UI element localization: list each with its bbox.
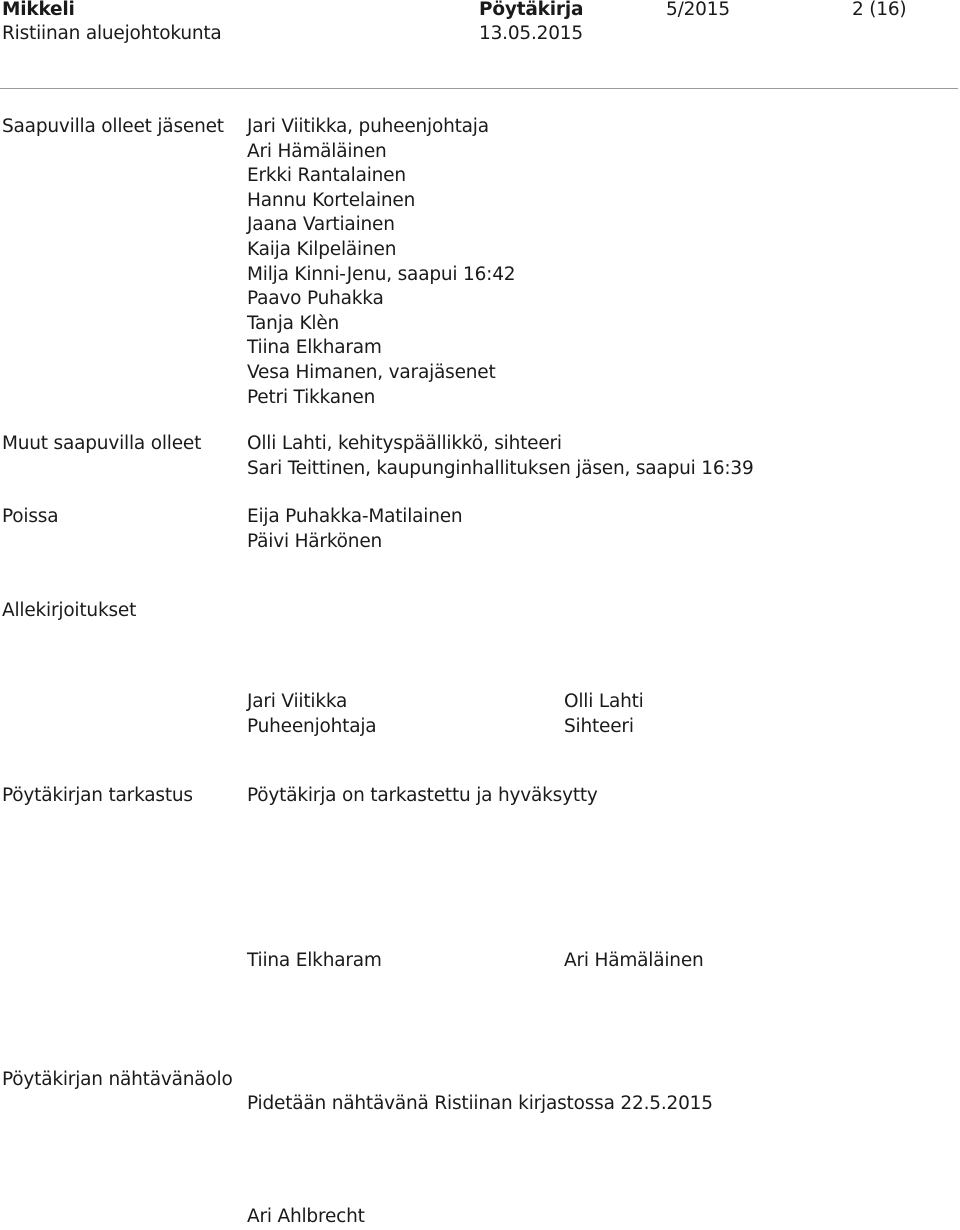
document-type: Pöytäkirja	[479, 0, 584, 20]
page-number: 2 (16)	[852, 0, 907, 20]
secretary-role: Sihteeri	[564, 716, 634, 737]
list-item: Erkki Rantalainen	[247, 165, 406, 187]
list-item: Eija Puhakka-Matilainen	[247, 506, 463, 527]
absent-list	[247, 505, 462, 554]
absent-label: Poissa	[2, 506, 59, 527]
list-item: Jari Viitikka, puheenjohtaja	[247, 116, 489, 137]
chair-role: Puheenjohtaja	[247, 716, 377, 737]
public-display-text: Pidetään nähtävänä Ristiinan kirjastossa 22.5.2015	[247, 1093, 713, 1114]
chair-name: Jari Viitikka	[247, 691, 348, 712]
header-divider	[0, 88, 958, 89]
list-item: Olli Lahti, kehityspäällikkö, sihteeri	[247, 433, 562, 454]
list-item: Vesa Himanen, varajäsenet	[247, 361, 496, 383]
list-item: Paavo Puhakka	[247, 288, 384, 310]
review-text: Pöytäkirja on tarkastettu ja hyväksytty	[247, 785, 598, 806]
list-item: Kaija Kilpeläinen	[247, 238, 397, 260]
reviewer-2-name: Ari Hämäläinen	[564, 950, 704, 971]
list-item: Petri Tikkanen	[247, 386, 376, 408]
list-item: Ari Hämäläinen	[247, 140, 387, 162]
meeting-date: 13.05.2015	[479, 23, 583, 44]
list-item: Hannu Kortelainen	[247, 189, 416, 211]
committee-name: Ristiinan aluejohtokunta	[2, 23, 222, 44]
present-members-list	[247, 115, 515, 410]
list-item: Sari Teittinen, kaupunginhallituksen jäsen, saapui 16:39	[247, 457, 754, 479]
secretary-name: Olli Lahti	[564, 691, 644, 712]
organization-name: Mikkeli	[2, 0, 75, 20]
list-item: Tiina Elkharam	[247, 337, 382, 359]
display-signer-name: Ari Ahlbrecht	[247, 1206, 365, 1227]
others-present-label: Muut saapuvilla olleet	[2, 433, 202, 454]
present-members-label: Saapuvilla olleet jäsenet	[2, 116, 224, 137]
public-display-label: Pöytäkirjan nähtävänäolo	[2, 1069, 233, 1090]
signatures-label: Allekirjoitukset	[2, 600, 137, 621]
list-item: Jaana Vartiainen	[247, 214, 395, 236]
list-item: Milja Kinni-Jenu, saapui 16:42	[247, 263, 516, 285]
list-item: Päivi Härkönen	[247, 530, 383, 552]
document-number: 5/2015	[666, 0, 730, 20]
others-present-list	[247, 432, 754, 481]
list-item: Tanja Klèn	[247, 312, 340, 334]
reviewer-1-name: Tiina Elkharam	[247, 950, 382, 971]
review-label: Pöytäkirjan tarkastus	[2, 785, 193, 806]
